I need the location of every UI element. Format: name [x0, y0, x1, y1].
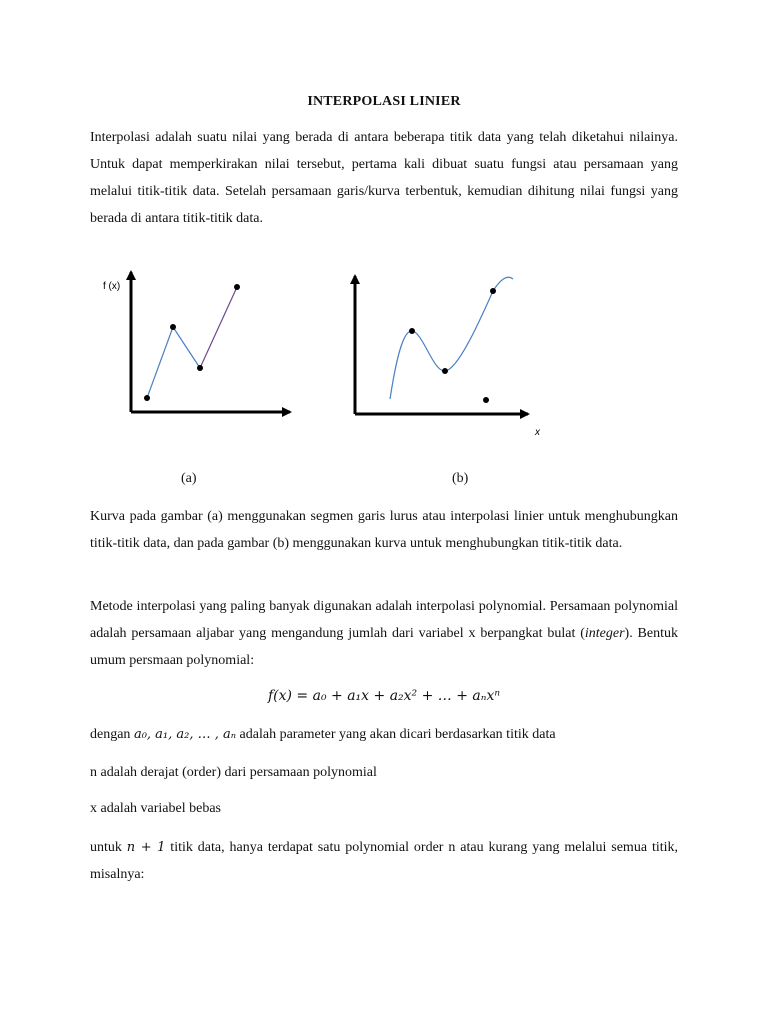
graph-a-y-label: f (x) [103, 281, 121, 292]
polynomial-equation: f(x) = a₀ + a₁x + a₂x² + … + aₙxⁿ [267, 688, 501, 704]
closing-math: n + 1 [126, 840, 166, 855]
graph-b [355, 276, 541, 438]
graph-a-data-point [197, 365, 203, 371]
graph-a-data-point [234, 284, 240, 290]
integer-term: integer [584, 626, 625, 641]
polynomial-paragraph-text: Metode interpolasi yang paling banyak digunakan adalah interpolasi polynomial. Persamaan polynomial adalah persamaan aljabar yang mengandung jumlah dari variabel x berpangkat bulat ( [90, 599, 678, 641]
parameter-line-prefix: dengan [90, 727, 134, 742]
graph-b-data-point [409, 328, 415, 334]
parameter-symbols: a₀, a₁, a₂, … , aₙ [133, 727, 237, 742]
graph-a [103, 272, 290, 412]
graph-a-segment [200, 287, 237, 368]
degree-line: n adalah derajat (order) dari persamaan polynomial [90, 765, 377, 780]
polynomial-paragraph [90, 593, 678, 674]
graph-b-data-point [490, 288, 496, 294]
graph-a-segment [147, 327, 173, 398]
polynomial-paragraph-tail: ). Bentuk umum persmaan polynomial: [90, 626, 678, 668]
closing-prefix: untuk [90, 840, 127, 855]
intro-paragraph: Interpolasi adalah suatu nilai yang berada di antara beberapa titik data yang telah diketahui nilainya. Untuk dapat memperkirakan nilai tersebut, pertama kali dibuat suatu fungsi atau persamaan yang melalui titik-titik data. Setelah persamaan garis/kurva terbentuk, kemudian dihitung nilai fungsi yang berada di antara titik-titik data. [90, 130, 678, 226]
closing-suffix: titik data, hanya terdapat satu polynomial order n atau kurang yang melalui semua titik, misalnya: [90, 840, 678, 882]
parameter-line [90, 727, 556, 743]
graph-a-segment [173, 327, 200, 368]
graph-a-data-point [144, 395, 150, 401]
graph-b-curve [390, 277, 513, 399]
graph-b-data-point [483, 397, 489, 403]
variable-line: x adalah variabel bebas [90, 801, 221, 816]
closing-paragraph [90, 834, 678, 888]
caption-a: (a) [181, 471, 197, 486]
interpolation-figure [0, 0, 768, 500]
graph-a-data-point [170, 324, 176, 330]
parameter-line-suffix: adalah parameter yang akan dicari berdasarkan titik data [236, 727, 556, 742]
figure-description-paragraph: Kurva pada gambar (a) menggunakan segmen garis lurus atau interpolasi linier untuk menghubungkan titik-titik data, dan pada gambar (b) menggunakan kurva untuk menghubungkan titik-titik data. [90, 509, 678, 551]
graph-b-x-label: x [535, 427, 540, 438]
caption-b: (b) [452, 471, 469, 486]
page-title: INTERPOLASI LINIER [307, 94, 461, 109]
graph-b-data-point [442, 368, 448, 374]
